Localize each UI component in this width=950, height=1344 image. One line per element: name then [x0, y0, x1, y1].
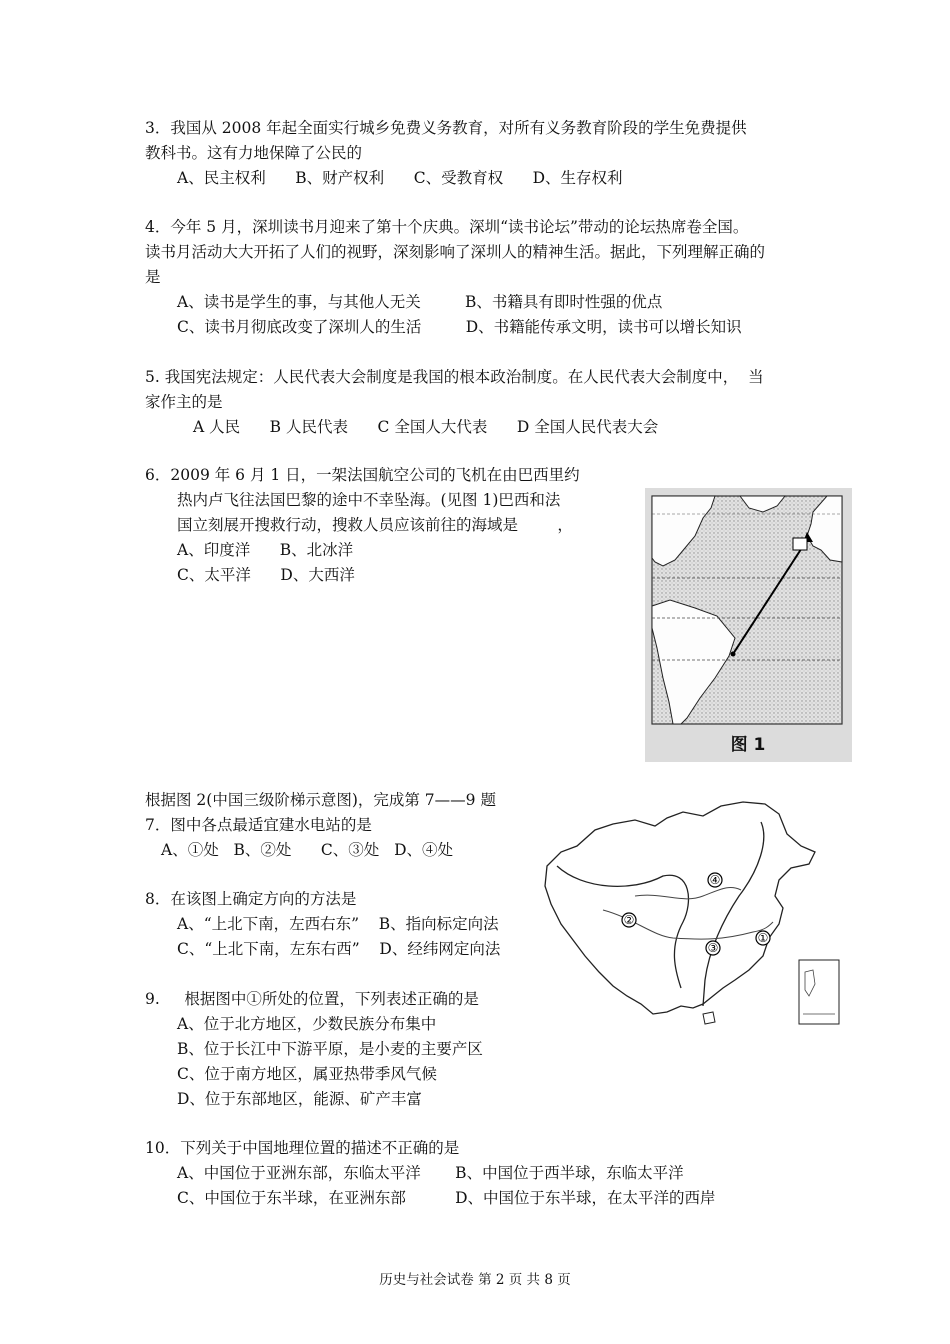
question-3-options: A、民主权利 B、财产权利 C、受教育权 D、生存权利 [177, 169, 623, 187]
question-10-stem: 10．下列关于中国地理位置的描述不正确的是 [145, 1139, 460, 1157]
atlantic-map-graphic [645, 488, 852, 762]
question-5-options: A 人民 B 人民代表 C 全国人大代表 D 全国人民代表大会 [193, 418, 659, 436]
question-9-option-b: B、位于长江中下游平原，是小麦的主要产区 [177, 1040, 483, 1058]
question-3-stem-line1: 3．我国从 2008 年起全面实行城乡免费义务教育，对所有义务教育阶段的学生免费提供 [145, 119, 747, 137]
question-9 [145, 987, 483, 1112]
first-step-boundary [557, 866, 688, 988]
question-5 [145, 365, 764, 440]
question-5-stem-line1: 5. 我国宪法规定：人民代表大会制度是我国的根本政治制度。在人民代表大会制度中， 当 [145, 368, 764, 386]
question-3 [145, 116, 747, 191]
question-10 [145, 1136, 716, 1211]
china-map-graphic [543, 800, 843, 1032]
question-9-option-c: C、位于南方地区，属亚热带季风气候 [177, 1065, 437, 1083]
rio-de-janeiro-point [731, 652, 736, 657]
map-points [622, 873, 770, 955]
question-8-options-row1: A、“上北下南，左西右东” B、指向标定向法 [177, 915, 499, 933]
china-outline [545, 802, 815, 1014]
question-6-stem-line1: 6．2009 年 6 月 1 日，一架法国航空公司的飞机在由巴西里约 [145, 466, 580, 484]
question-4 [145, 215, 765, 340]
point-2-label: ② [623, 913, 635, 927]
point-1-label: ① [757, 931, 769, 945]
question-4-options-row1: A、读书是学生的事，与其他人无关 B、书籍具有即时性强的优点 [177, 293, 663, 311]
question-10-options-row1: A、中国位于亚洲东部，东临太平洋 B、中国位于西半球，东临太平洋 [177, 1164, 684, 1182]
page-footer: 历史与社会试卷 第 2 页 共 8 页 [379, 1272, 571, 1288]
question-9-stem: 9. 根据图中①所处的位置，下列表述正确的是 [145, 990, 479, 1008]
paris-marker [793, 538, 807, 550]
point-3-label: ③ [707, 941, 719, 955]
figure-1-caption: 图 1 [730, 735, 766, 755]
question-6 [145, 463, 580, 588]
question-4-stem-line1: 4．今年 5 月，深圳读书月迎来了第十个庆典。深圳“读书论坛”带动的论坛热席卷全国。 [145, 218, 749, 236]
question-4-stem-line2: 读书月活动大大开拓了人们的视野，深刻影响了深圳人的精神生活。据此，下列理解正确的 [145, 243, 766, 261]
question-7-options: A、①处 B、②处 C、③处 D、④处 [161, 841, 453, 859]
question-6-stem-line2: 热内卢飞往法国巴黎的途中不幸坠海。(见图 1)巴西和法 [177, 491, 561, 509]
figure-2-china-terrain-map [543, 800, 843, 1032]
question-5-stem-line2: 家作主的是 [145, 393, 223, 411]
question-9-option-d: D、位于东部地区，能源、矿产丰富 [177, 1090, 422, 1108]
question-7-stem: 7．图中各点最适宜建水电站的是 [145, 816, 372, 834]
question-8-stem: 8．在该图上确定方向的方法是 [145, 890, 357, 908]
question-8-options-row2: C、“上北下南，左东右西” D、经纬网定向法 [177, 940, 501, 958]
south-china-sea-inset [799, 960, 839, 1024]
question-4-options-row2: C、读书月彻底改变了深圳人的生活 D、书籍能传承文明，读书可以增长知识 [177, 318, 742, 336]
second-step-boundary [703, 822, 764, 1006]
question-3-stem-line2: 教科书。这有力地保障了公民的 [145, 144, 363, 162]
question-8 [145, 887, 500, 962]
question-6-options-row2: C、太平洋 D、大西洋 [177, 566, 355, 584]
question-9-option-a: A、位于北方地区，少数民族分布集中 [177, 1015, 437, 1033]
questions-7-9-group [145, 788, 496, 863]
hainan-island [703, 1012, 715, 1024]
question-10-options-row2: C、中国位于东半球，在亚洲东部 D、中国位于东半球，在太平洋的西岸 [177, 1189, 716, 1207]
point-4-label: ④ [709, 873, 721, 887]
figure-1-atlantic-map [645, 488, 852, 762]
question-6-stem-line3: 国立刻展开搜救行动，搜救人员应该前往的海域是 ， [177, 516, 573, 534]
group-intro: 根据图 2(中国三级阶梯示意图)，完成第 7——9 题 [145, 791, 496, 809]
question-6-options-row1: A、印度洋 B、北冰洋 [177, 541, 354, 559]
question-4-stem-line3: 是 [145, 268, 161, 286]
